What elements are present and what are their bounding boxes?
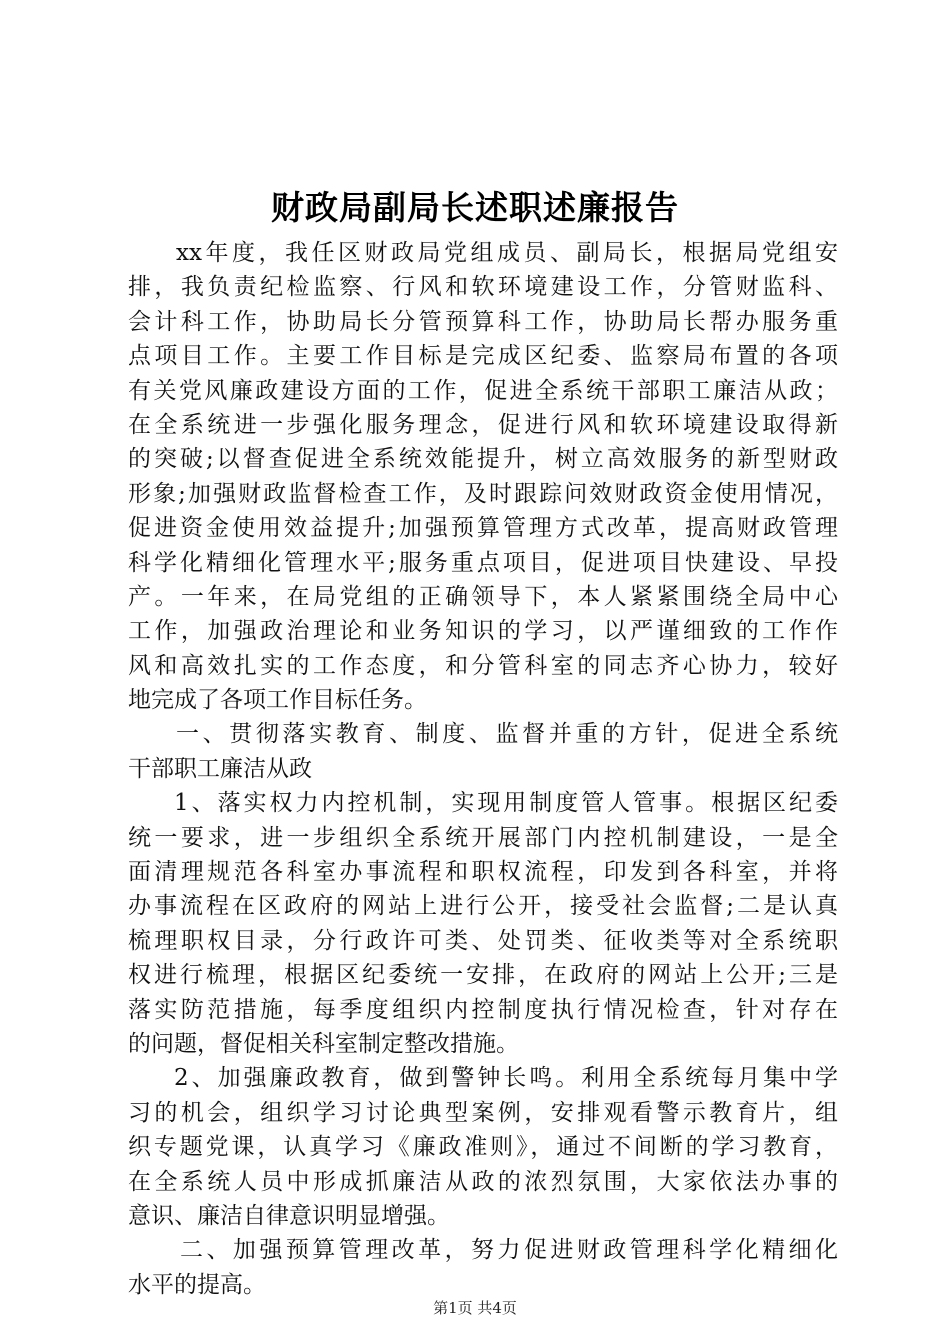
body-line: 科学化精细化管理水平;服务重点项目，促进项目快建设、早投: [128, 549, 838, 576]
body-line: 办事流程在区政府的网站上进行公开，接受社会监督;二是认真: [128, 893, 838, 920]
body-line: 1、落实权力内控机制，实现用制度管人管事。根据区纪委: [174, 790, 838, 817]
body-line: 地完成了各项工作目标任务。: [128, 687, 427, 714]
body-line: 习的机会，组织学习讨论典型案例，安排观看警示教育片，组: [128, 1099, 838, 1126]
section-heading-line: 水平的提高。: [128, 1271, 266, 1298]
body-line: 形象;加强财政监督检查工作，及时跟踪问效财政资金使用情况，: [128, 480, 838, 507]
body-line: 风和高效扎实的工作态度，和分管科室的同志齐心协力，较好: [128, 652, 838, 679]
body-line: 会计科工作，协助局长分管预算科工作，协助局长帮办服务重: [128, 308, 838, 335]
body-line: 点项目工作。主要工作目标是完成区纪委、监察局布置的各项: [128, 343, 838, 370]
body-line: 排，我负责纪检监察、行风和软环境建设工作，分管财监科、: [128, 274, 838, 301]
document-body: [128, 236, 838, 1302]
page-footer: 第1页 共4页: [433, 1299, 517, 1317]
body-line: 在全系统人员中形成抓廉洁从政的浓烈氛围，大家依法办事的: [128, 1168, 838, 1195]
body-line: 工作，加强政治理论和业务知识的学习，以严谨细致的工作作: [128, 618, 838, 645]
document-title: 财政局副局长述职述廉报告: [271, 188, 679, 227]
body-line: 的突破;以督查促进全系统效能提升，树立高效服务的新型财政: [128, 446, 838, 473]
body-line: 在全系统进一步强化服务理念，促进行风和软环境建设取得新: [128, 411, 838, 438]
body-line: 2、加强廉政教育，做到警钟长鸣。利用全系统每月集中学: [174, 1065, 838, 1092]
section-heading-line: 干部职工廉洁从政: [128, 755, 312, 782]
body-line: 意识、廉洁自律意识明显增强。: [128, 1202, 450, 1229]
body-line: 梳理职权目录，分行政许可类、处罚类、征收类等对全系统职: [128, 927, 838, 954]
section-heading-line: 二、加强预算管理改革，努力促进财政管理科学化精细化: [180, 1237, 838, 1264]
body-line: 促进资金使用效益提升;加强预算管理方式改革，提高财政管理: [128, 515, 838, 542]
body-line: 产。一年来，在局党组的正确领导下，本人紧紧围绕全局中心: [128, 583, 838, 610]
section-heading-line: 一、贯彻落实教育、制度、监督并重的方针，促进全系统: [176, 721, 838, 748]
body-line: 权进行梳理，根据区纪委统一安排，在政府的网站上公开;三是: [128, 962, 838, 989]
body-line: xx年度，我任区财政局党组成员、副局长，根据局党组安: [176, 240, 838, 266]
body-line: 的问题，督促相关科室制定整改措施。: [128, 1030, 519, 1057]
body-line: 有关党风廉政建设方面的工作，促进全系统干部职工廉洁从政；: [128, 377, 838, 404]
body-line: 落实防范措施，每季度组织内控制度执行情况检查，针对存在: [128, 996, 838, 1023]
body-line: 统一要求，进一步组织全系统开展部门内控机制建设，一是全: [128, 824, 838, 851]
body-line: 面清理规范各科室办事流程和职权流程，印发到各科室，并将: [128, 859, 838, 886]
body-line: 织专题党课，认真学习《廉政准则》，通过不间断的学习教育，: [128, 1134, 838, 1161]
